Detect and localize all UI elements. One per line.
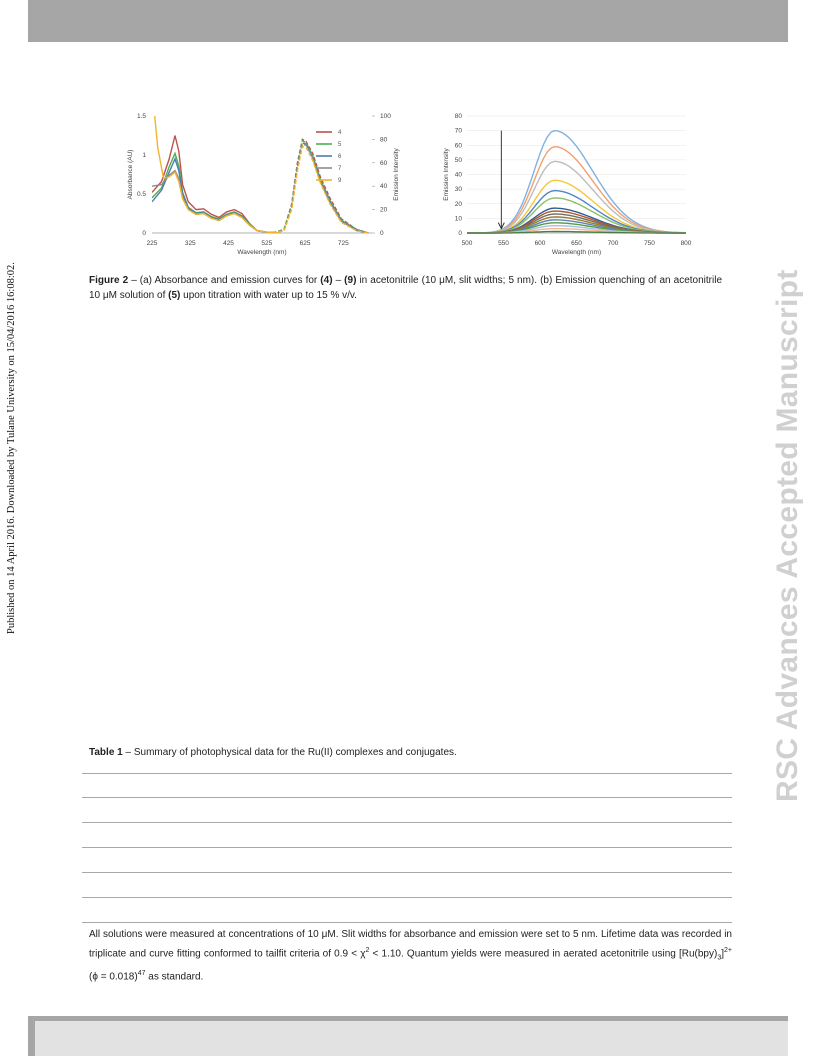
y-tick-label: 1 bbox=[142, 152, 146, 159]
caption-text: upon titration with water up to 15 % v/v. bbox=[180, 290, 357, 301]
x-tick-label: 625 bbox=[299, 240, 311, 247]
footer-bar-inner bbox=[35, 1021, 788, 1056]
x-tick-label: 550 bbox=[498, 240, 509, 247]
table-rule bbox=[82, 922, 732, 923]
footnote-superscript: 2 bbox=[365, 947, 370, 954]
y-tick-label: 60 bbox=[454, 142, 462, 150]
x-tick-label: 225 bbox=[146, 240, 158, 247]
footnote-text: ] bbox=[721, 948, 725, 960]
emission-curve bbox=[467, 131, 686, 233]
compound-ref: (4) bbox=[320, 275, 333, 286]
header-bar bbox=[28, 0, 788, 42]
caption-text: – bbox=[332, 275, 345, 286]
emission-curve bbox=[467, 198, 686, 233]
x-axis-label: Wavelength (nm) bbox=[237, 249, 287, 256]
x-axis-label: Wavelength (nm) bbox=[551, 249, 602, 256]
publication-side-note: Published on 14 April 2016. Downloaded by Tulane University on 15/04/2016 16:08:02. bbox=[6, 262, 17, 634]
caption-text: in acetonitrile (10 μM, slit widths; 5 nm). (b) Emission quenching of an acetonitrile 10 μM solution of bbox=[89, 275, 723, 301]
footnote-superscript: 2+ bbox=[724, 947, 732, 954]
emission-quenching-chart bbox=[440, 108, 700, 258]
x-tick-label: 750 bbox=[644, 240, 655, 247]
emission-quenching-svg bbox=[440, 108, 700, 258]
footnote-text: All solutions were measured at concentrations of 10 μM. Slit widths for absorbance and emission were set to 5 nm. Lifetime data was recorded in triplicate and curve fitting conformed to tailfit criteria of 0.9 < χ bbox=[89, 929, 732, 960]
x-tick-label: 650 bbox=[571, 240, 582, 247]
y-axis-label: Absorbance (AU) bbox=[127, 149, 134, 200]
y-right-tick-label: 60 bbox=[380, 159, 388, 167]
footnote-text: < 1.10. Quantum yields were measured in aerated acetonitrile using [Ru(bpy) bbox=[369, 948, 718, 960]
footnote-text: as standard. bbox=[145, 971, 204, 983]
y-tick-label: 0 bbox=[458, 230, 462, 237]
y-right-tick-label: 100 bbox=[380, 113, 391, 120]
x-tick-label: 800 bbox=[680, 240, 692, 247]
figure-caption bbox=[89, 273, 722, 303]
table-caption bbox=[89, 747, 722, 758]
y-right-tick-label: 0 bbox=[380, 230, 384, 237]
y-tick-label: 10 bbox=[454, 215, 462, 223]
emission-line-7 bbox=[273, 144, 369, 233]
legend-label-5: 5 bbox=[338, 142, 342, 148]
table-rule bbox=[82, 797, 732, 798]
y-right-tick-label: 20 bbox=[380, 206, 388, 214]
legend-label-6: 6 bbox=[338, 154, 342, 160]
legend-label-7: 7 bbox=[338, 166, 342, 172]
absorbance-line-7 bbox=[152, 171, 280, 233]
y-axis-label: Emission Intensity bbox=[443, 148, 450, 201]
y-tick-label: 80 bbox=[454, 113, 462, 120]
legend-label-4: 4 bbox=[338, 130, 342, 136]
y-tick-label: 1.5 bbox=[136, 113, 146, 120]
x-tick-label: 700 bbox=[607, 240, 619, 247]
y-tick-label: 40 bbox=[454, 171, 462, 179]
y-tick-label: 70 bbox=[454, 127, 462, 135]
x-tick-label: 325 bbox=[184, 240, 196, 247]
table-footnote bbox=[89, 927, 732, 986]
table-rule bbox=[82, 847, 732, 848]
legend-label-9: 9 bbox=[338, 178, 342, 184]
y-right-axis-label: Emission Intensity bbox=[393, 148, 400, 201]
absorbance-line-5 bbox=[152, 153, 280, 233]
x-tick-label: 525 bbox=[261, 240, 273, 247]
x-tick-label: 725 bbox=[337, 240, 349, 247]
table-label: Table 1 bbox=[89, 747, 123, 758]
footer-bar bbox=[28, 1016, 788, 1056]
y-right-tick-label: 40 bbox=[380, 183, 388, 191]
compound-ref: (9) bbox=[344, 275, 357, 286]
footnote-subscript: 3 bbox=[717, 954, 722, 962]
table-rule bbox=[82, 822, 732, 823]
footnote-superscript: 47 bbox=[137, 970, 146, 978]
absorbance-emission-chart bbox=[110, 108, 400, 258]
y-tick-label: 20 bbox=[454, 200, 462, 208]
y-tick-label: 0.5 bbox=[136, 191, 146, 198]
accepted-manuscript-watermark: RSC Advances Accepted Manuscript bbox=[771, 269, 804, 802]
y-tick-label: 0 bbox=[142, 230, 146, 237]
y-tick-label: 50 bbox=[454, 156, 462, 164]
figure-label: Figure 2 bbox=[89, 275, 129, 286]
table-rule bbox=[82, 773, 732, 774]
x-tick-label: 600 bbox=[534, 240, 546, 247]
y-right-tick-label: 80 bbox=[380, 136, 388, 144]
compound-ref: (5) bbox=[168, 290, 181, 301]
table-rule bbox=[82, 872, 732, 873]
caption-text: – (a) Absorbance and emission curves for bbox=[128, 275, 321, 286]
absorbance-line-9 bbox=[155, 116, 281, 233]
emission-line-4 bbox=[273, 139, 369, 233]
x-tick-label: 425 bbox=[223, 240, 234, 247]
y-tick-label: 30 bbox=[454, 186, 462, 194]
table-caption-text: – Summary of photophysical data for the Ru(II) complexes and conjugates. bbox=[122, 747, 457, 758]
absorbance-line-6 bbox=[152, 159, 280, 233]
table-rule bbox=[82, 897, 732, 898]
emission-line-5 bbox=[273, 141, 369, 233]
x-tick-label: 500 bbox=[461, 240, 473, 247]
footnote-text: (ϕ = 0.018) bbox=[89, 971, 138, 983]
absorbance-emission-svg bbox=[110, 108, 400, 258]
